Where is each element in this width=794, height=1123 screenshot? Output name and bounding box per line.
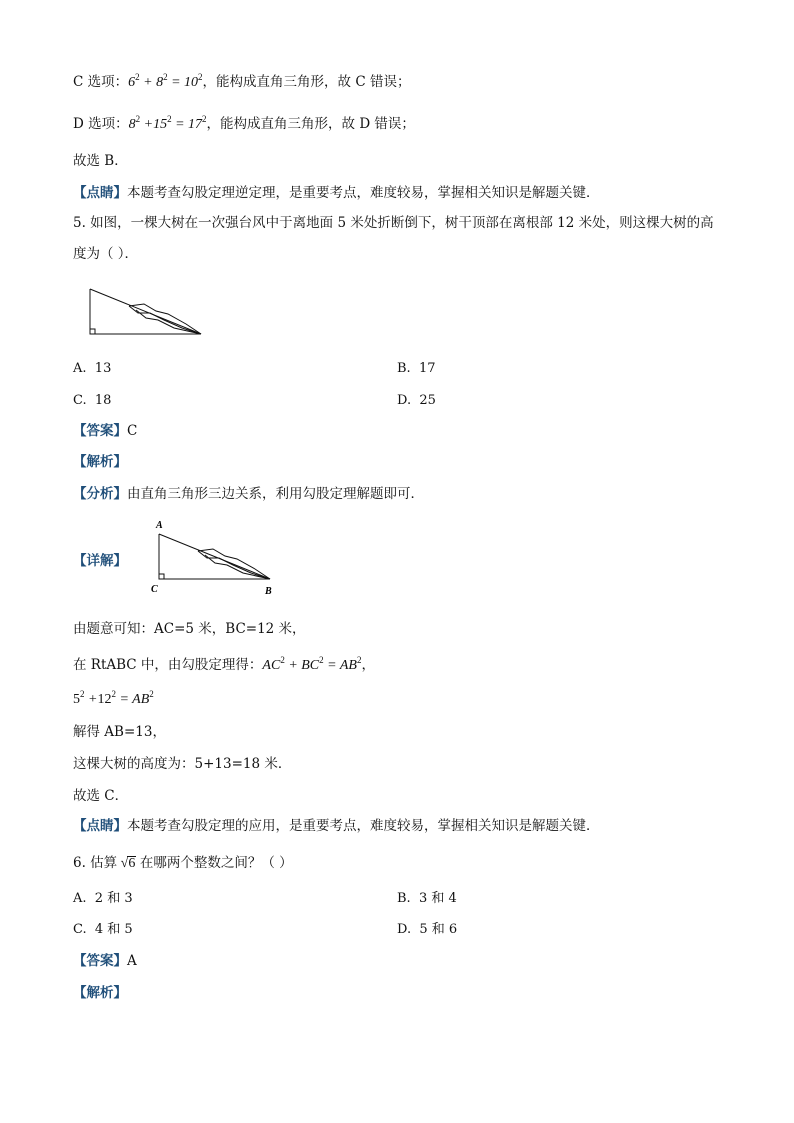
right-angle-mark-c (159, 574, 164, 579)
dianjing-tag: 【点睛】 (73, 185, 127, 201)
xiangjie-line (73, 552, 127, 570)
dianjing-tag-2: 【点睛】 (73, 818, 127, 834)
xiangjie-tag: 【详解】 (73, 553, 127, 569)
dianjing-line-1: 【点睛】本题考查勾股定理逆定理，是重要考点，难度较易，掌握相关知识是解题关键． (73, 185, 600, 201)
equation-substitution: $5^2 +12^2 = AB^2$ (73, 689, 154, 707)
choose-c-line: 故选 C． (73, 788, 129, 804)
answer-tag-2: 【答案】 (73, 953, 127, 969)
substitution-line (73, 690, 154, 709)
pythagoras-line: 在 RtABC 中，由勾股定理得：$AC^2 + BC^2 = AB^2$， (73, 655, 375, 673)
q6-option-b[interactable]: B. 3 和 4 (397, 891, 457, 906)
jiexi-5-line (73, 453, 127, 471)
answer-5-line: 【答案】C (73, 423, 138, 439)
equation-d: $8^2 +15^2 = 17^2$ (128, 114, 207, 132)
side-ab (159, 534, 270, 579)
question-5-line-2: 度为（ ）． (73, 246, 139, 262)
label-b: B (265, 586, 272, 597)
label-c: C (151, 584, 158, 595)
given-line: 由题意可知：AC=5 米，BC=12 米， (73, 621, 306, 637)
question-5-line-1: 5. 如图，一棵大树在一次强台风中于离地面 5 米处折断倒下，树干顶部在离根部 12 米处，则这棵大树的高 (73, 215, 714, 231)
q6-option-a[interactable]: A. 2 和 3 (73, 891, 133, 906)
right-angle-mark (90, 329, 95, 334)
jiexi-tag: 【解析】 (73, 454, 127, 470)
answer-tag: 【答案】 (73, 423, 127, 439)
q6-option-d[interactable]: D. 5 和 6 (397, 922, 458, 937)
option-c-explanation: C 选项：$6^2 + 8^2 = 10^2$，能构成直角三角形，故 C 错误； (73, 72, 411, 90)
solve-line: 解得 AB=13， (73, 724, 166, 740)
equation-c: $6^2 + 8^2 = 10^2$ (128, 72, 203, 90)
sqrt-expression: √6 (117, 856, 136, 871)
tree-figure (86, 286, 204, 338)
q5-option-d[interactable]: D. 25 (397, 393, 436, 408)
fenxi-line: 【分析】由直角三角形三边关系，利用勾股定理解题即可． (73, 486, 424, 502)
label-a: A (156, 520, 163, 531)
height-line: 这棵大树的高度为：5+13=18 米． (73, 756, 292, 772)
q5-option-c[interactable]: C. 18 (73, 393, 112, 408)
q6-option-c[interactable]: C. 4 和 5 (73, 922, 133, 937)
option-d-explanation: D 选项：$8^2 +15^2 = 17^2$，能构成直角三角形，故 D 错误； (73, 114, 415, 132)
q5-option-a[interactable]: A. 13 (73, 361, 112, 376)
equation-pythagoras: $AC^2 + BC^2 = AB^2$ (262, 655, 362, 673)
dianjing-line-2: 【点睛】本题考查勾股定理的应用，是重要考点，难度较易，掌握相关知识是解题关键． (73, 818, 600, 834)
fenxi-tag: 【分析】 (73, 486, 127, 502)
choose-b-line: 故选 B． (73, 153, 128, 169)
q5-option-b[interactable]: B. 17 (397, 361, 436, 376)
labeled-triangle-figure (148, 518, 278, 600)
fallen-top-line (90, 289, 201, 334)
jiexi-6-line (73, 984, 127, 1002)
question-6-line: 6. 估算 √6 在哪两个整数之间？（ ） (73, 855, 293, 871)
answer-6-line: 【答案】A (73, 953, 137, 969)
jiexi-tag-2: 【解析】 (73, 985, 127, 1001)
